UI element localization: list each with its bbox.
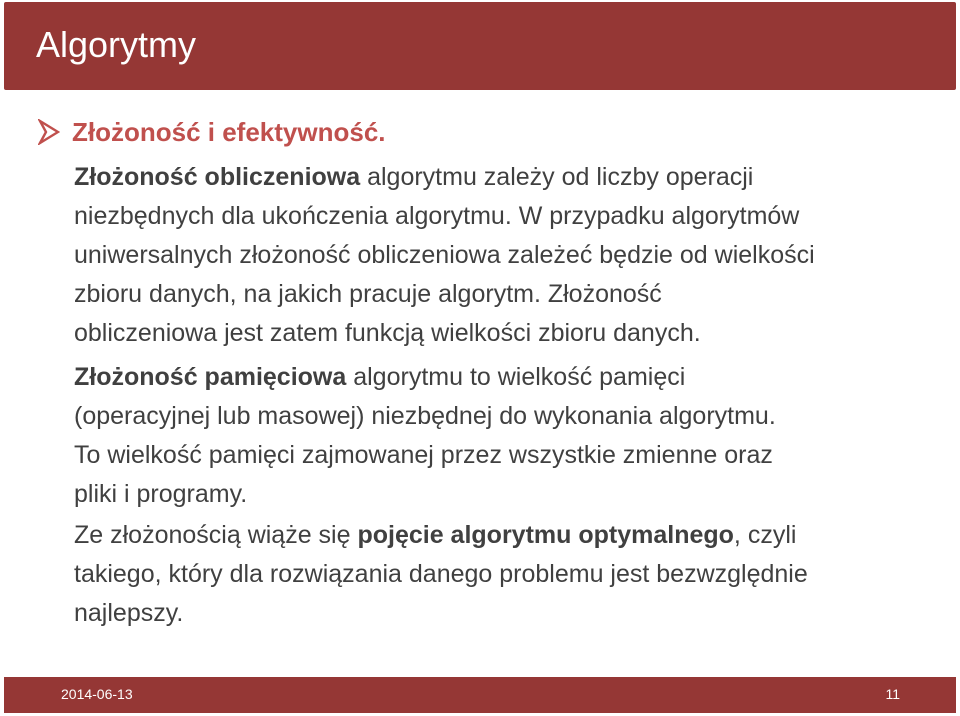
bold-term: pojęcie algorytmu optymalnego [357,521,734,549]
text-line: zbioru danych, na jakich pracuje algorytm. Złożoność [74,280,662,308]
text-line: To wielkość pamięci zajmowanej przez wszystkie zmienne oraz [74,441,773,469]
text-line: obliczeniowa jest zatem funkcją wielkości zbioru danych. [74,319,701,347]
text-fragment: algorytmu to wielkość pamięci [346,363,686,391]
text-line: pliki i programy. [74,480,248,508]
footer-date: 2014-06-13 [61,686,133,702]
title-bar [4,2,956,90]
text-fragment: algorytmu zależy od liczby operacji [360,163,754,191]
text-line: (operacyjnej lub masowej) niezbędnej do wykonania algorytmu. [74,402,776,430]
arrow-bullet-icon [38,119,60,145]
slide-title: Algorytmy [36,24,197,65]
paragraph-memory-complexity [74,358,776,514]
footer-bar [4,677,956,713]
text-line [74,358,776,397]
text-fragment: , czyli [733,521,797,549]
bold-term: Złożoność pamięciowa [74,363,347,391]
text-fragment: Ze złożonością wiąże się [74,521,358,549]
paragraph-computational-complexity [74,158,815,353]
text-line [74,516,808,555]
text-line [74,158,815,197]
page-number: 11 [885,686,900,702]
section-heading: Złożoność i efektywność. [72,116,386,147]
text-line: niezbędnych dla ukończenia algorytmu. W przypadku algorytmów [74,202,800,230]
text-line: najlepszy. [74,599,184,627]
bold-term: Złożoność obliczeniowa [74,163,361,191]
paragraph-optimal-algorithm [74,516,808,633]
text-line: takiego, który dla rozwiązania danego problemu jest bezwzględnie [74,560,808,588]
text-line: uniwersalnych złożoność obliczeniowa zależeć będzie od wielkości [74,241,815,269]
bullet-heading-row [38,115,386,149]
